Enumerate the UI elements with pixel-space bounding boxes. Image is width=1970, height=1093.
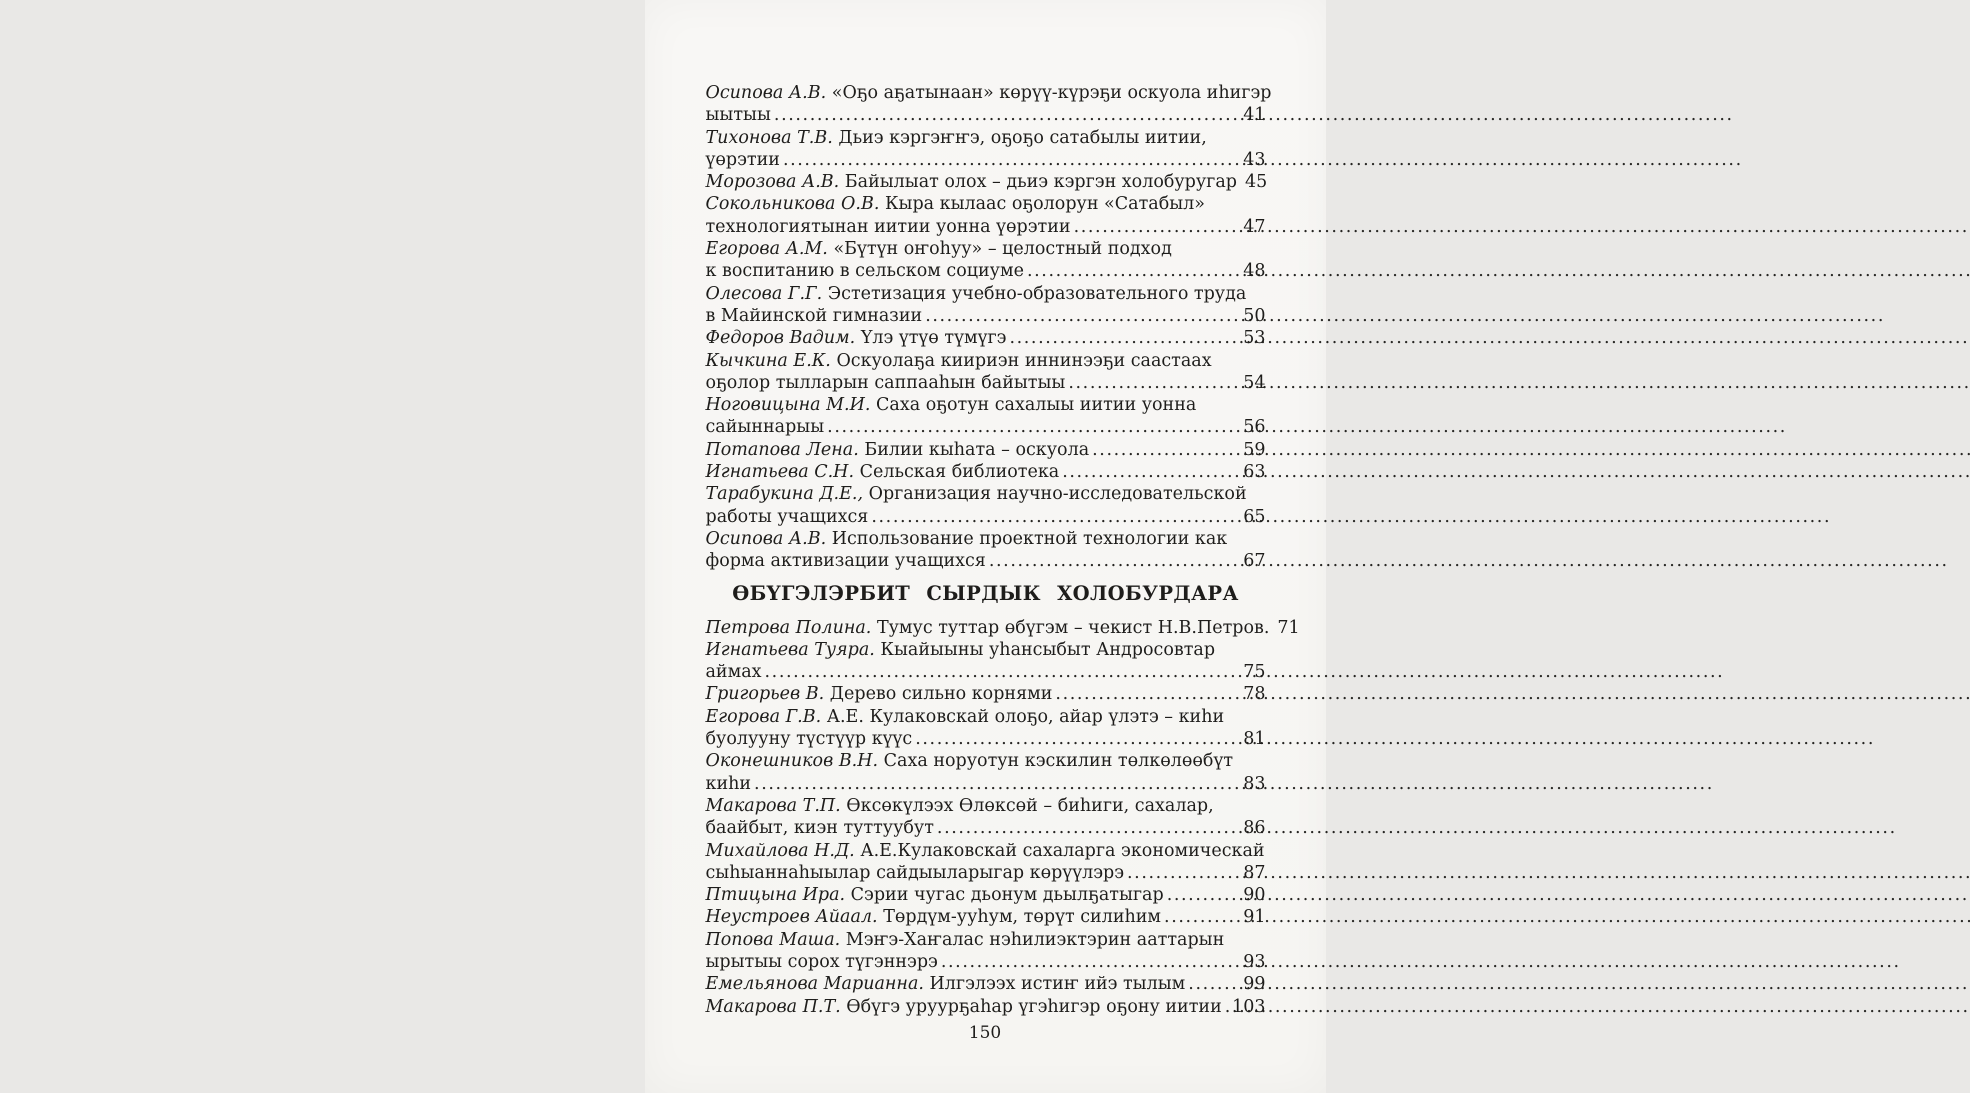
toc-entry-page: 65: [1243, 506, 1266, 527]
leader-dots: [1167, 884, 1239, 906]
toc-entry-author: Игнатьева С.Н.: [705, 462, 855, 483]
leader-dots: [1009, 327, 1238, 349]
leader-dots: [1127, 862, 1238, 884]
toc-entry-author: Тихонова Т.В.: [705, 127, 833, 148]
toc-entry-title: в Майинской гимназии: [705, 305, 923, 326]
toc-entry-author: Потапова Лена.: [705, 439, 859, 460]
toc-entry-line: [706, 973, 1266, 995]
toc-entry-author: Григорьев В.: [705, 684, 825, 705]
toc-entry-author: Неустроев Айаал.: [705, 907, 878, 928]
leader-dots: [1164, 906, 1238, 928]
leader-dots: [1027, 260, 1238, 282]
toc-entry-title: оҕолор тылларын саппааһын байытыы: [705, 372, 1066, 393]
toc-entry: [705, 82, 1272, 127]
toc-entry-title: Оскуолаҕа киириэн иннинээҕи саастаах: [836, 350, 1212, 371]
toc-entry-text: [706, 640, 1216, 660]
toc-entry-text: [706, 930, 1225, 950]
toc-entry-text: [706, 617, 1270, 639]
toc-entry: [706, 795, 1266, 840]
toc-entry-page: 56: [1243, 417, 1266, 438]
toc-entry: [706, 840, 1266, 885]
toc-entry-title: технологиятынан иитии уонна үөрэтии: [705, 216, 1071, 237]
toc-entry-line: [706, 104, 1266, 126]
toc-entry-title: Кыра кылаас оҕолорун «Сатабыл»: [884, 194, 1205, 215]
toc-entry-title: Использование проектной технологии как: [831, 528, 1228, 549]
toc-entry-line: [706, 728, 1266, 750]
toc-entry-text: [706, 284, 1247, 304]
toc-entry-title: работы учащихся: [705, 506, 869, 527]
toc-entry-author: Игнатьева Туяра.: [705, 639, 875, 660]
toc-entry-line: [706, 862, 1266, 884]
toc-entry-text: [706, 707, 1225, 727]
toc-entry-author: Михайлова Н.Д.: [705, 840, 855, 861]
toc-entry-page: 50: [1243, 305, 1266, 326]
book-page: [645, 0, 1326, 1093]
toc-entry-line: [706, 906, 1266, 928]
leader-dots: [1092, 439, 1238, 461]
toc-entry-line: [706, 884, 1266, 906]
toc-entry-title: «Оҕо аҕатынаан» көрүү-күрэҕи оскуола иһигэр: [831, 83, 1272, 103]
toc-entry-author: Олесова Г.Г.: [705, 283, 823, 304]
toc-entry-text: [706, 951, 938, 973]
toc-entry: [706, 193, 1266, 238]
toc-entry-text: [706, 104, 771, 126]
toc-entry: [706, 283, 1266, 328]
toc-entry-title: Өксөкүлээх Өлөксөй – биһиги, сахалар,: [846, 795, 1214, 816]
toc-entry-line: [706, 661, 1266, 683]
toc-entry-text: [706, 149, 780, 171]
toc-entry-title: ырытыы сорох түгэннэрэ: [705, 951, 938, 972]
toc-entry-line: [706, 461, 1266, 483]
toc-entry-title: Дерево сильно корнями: [829, 684, 1053, 705]
toc-entry-line: [706, 127, 1266, 149]
toc-entry-title: Сельская библиотека: [859, 462, 1060, 483]
toc-entry-title: Үлэ үтүө түмүгэ: [860, 328, 1007, 349]
toc-entry-page: 45: [1245, 172, 1268, 193]
toc-entry-text: [706, 351, 1212, 371]
toc-entry-author: Осипова А.В.: [705, 528, 827, 549]
toc-entry-text: [706, 862, 1125, 884]
toc-entry-title: «Бүтүн оҥоһуу» – целостный подход: [833, 239, 1172, 260]
toc-entry-text: [706, 996, 1222, 1018]
toc-entry-title: баайбыт, киэн туттуубут: [705, 818, 934, 839]
toc-entry-line: [706, 372, 1266, 394]
toc-entry-text: [706, 128, 1207, 148]
toc-entry-text: [706, 884, 1164, 906]
toc-entry-page: 103: [1232, 996, 1266, 1017]
toc-entry-text: [706, 529, 1228, 549]
toc-entry-line: [706, 327, 1266, 349]
toc-entry-page: 93: [1243, 951, 1266, 972]
toc-entry-line: [706, 171, 1266, 193]
toc-entry-page: 86: [1243, 818, 1266, 839]
toc-entry-line: [706, 260, 1266, 282]
toc-entry-line: [706, 483, 1266, 505]
toc-entry-author: Петрова Полина.: [705, 617, 872, 638]
toc-entry: [706, 929, 1266, 974]
toc-entry-text: [706, 216, 1071, 238]
toc-entry-page: 53: [1243, 328, 1266, 349]
toc-entry-author: Осипова А.В.: [705, 83, 827, 103]
toc-entry: [706, 327, 1266, 349]
leader-dots: [941, 951, 1238, 973]
toc-entry-text: [706, 550, 986, 572]
toc-entry-title: Сэрии чугас дьонум дьылҕатыгар: [850, 885, 1164, 906]
toc-entry-page: 90: [1243, 885, 1266, 906]
toc-entry-line: [706, 216, 1266, 238]
toc-entry-line: [706, 193, 1266, 215]
toc-entry-line: [706, 506, 1266, 528]
toc-entry-title: А.Е.Кулаковскай сахаларга экономическай: [860, 840, 1265, 861]
toc-entry-line: [705, 82, 1272, 104]
section-heading: ӨБҮГЭЛЭРБИТ СЫРДЫК ХОЛОБУРДАРА: [732, 581, 1239, 605]
toc-entry-author: Емельянова Марианна.: [705, 974, 924, 995]
toc-entry-text: [706, 751, 1234, 771]
leader-dots: [1068, 372, 1238, 394]
toc-entry-text: [706, 728, 913, 750]
toc-entry-line: [706, 149, 1266, 171]
toc-entry-line: [706, 840, 1266, 862]
toc-entry-page: 99: [1243, 974, 1266, 995]
toc-entry-title: Өбүгэ уруурҕаһар үгэһигэр оҕону иитии: [846, 996, 1222, 1017]
toc-entry-title: Байылыат олох – дьиэ кэргэн холобуругар: [844, 172, 1237, 193]
toc-entry-page: 75: [1243, 662, 1266, 683]
page-number: 150: [968, 1023, 1002, 1043]
toc-entry-text: [706, 171, 1238, 193]
toc-entry-title: Дьиэ кэргэҥҥэ, оҕоҕо сатабылы иитии,: [838, 127, 1207, 148]
toc-entry-author: Морозова А.В.: [705, 172, 840, 193]
toc-entry-text: [706, 194, 1205, 214]
toc-entry-line: [706, 929, 1266, 951]
leader-dots: [925, 305, 1238, 327]
toc-entry-title: А.Е. Кулаковскай олоҕо, айар үлэтэ – киһи: [826, 706, 1225, 727]
toc-entry-title: ыытыы: [705, 105, 771, 126]
toc-entry-text: [706, 796, 1214, 816]
toc-entry-author: Егорова А.М.: [705, 239, 828, 260]
toc-entry-text: [706, 841, 1265, 861]
toc-entry-text: [706, 260, 1024, 282]
toc-entry-title: буолууну түстүүр күүс: [705, 729, 913, 750]
toc-entry-text: [706, 506, 869, 528]
toc-entry: [706, 996, 1266, 1018]
toc-entry-line: [706, 750, 1266, 772]
toc-entry-page: 81: [1243, 729, 1266, 750]
toc-entry-author: Кычкина Е.К.: [705, 350, 831, 371]
toc-entry: [706, 461, 1266, 483]
toc-entry-page: 87: [1243, 862, 1266, 883]
toc-entry: [706, 394, 1266, 439]
toc-entry-line: [706, 528, 1266, 550]
toc-entry-title: Саха норуотун кэскилин төлкөлөөбүт: [883, 751, 1234, 772]
toc-entry-text: [706, 305, 923, 327]
toc-entry-page: 48: [1243, 261, 1266, 282]
toc-entry-text: [706, 239, 1172, 259]
toc-entry-title: Илгэлээх истиҥ ийэ тылым: [929, 974, 1186, 995]
toc-entry-line: [706, 550, 1266, 572]
toc-entry-text: [706, 395, 1197, 415]
leader-dots: [754, 773, 1238, 795]
toc-entry-page: 63: [1243, 462, 1266, 483]
toc-entry: [706, 171, 1266, 193]
toc-entry-author: Сокольникова О.В.: [705, 194, 880, 215]
toc-entry-line: [706, 416, 1266, 438]
leader-dots: [989, 550, 1238, 572]
toc-entry-text: [706, 416, 825, 438]
toc-entry-page: 67: [1243, 551, 1266, 572]
toc-entry-line: [706, 305, 1266, 327]
toc-entry-line: [706, 639, 1266, 661]
toc-entry-line: [706, 394, 1266, 416]
toc-entry-page: 91: [1243, 907, 1266, 928]
table-of-contents: [705, 82, 1300, 1018]
toc-entry-page: 41: [1243, 105, 1266, 126]
toc-entry: [706, 528, 1266, 573]
toc-entry-author: Егорова Г.В.: [705, 706, 822, 727]
toc-entry-author: Ноговицына М.И.: [705, 395, 871, 416]
toc-entry-title: Организация научно-исследовательской: [868, 484, 1247, 505]
leader-dots: [774, 104, 1238, 126]
toc-entry-text: [706, 683, 1053, 705]
leader-dots: [937, 817, 1238, 839]
toc-entry-line: [706, 706, 1266, 728]
leader-dots: [1188, 973, 1238, 995]
leader-dots: [1062, 461, 1238, 483]
toc-entry-title: Саха оҕотун сахалыы иитии уонна: [876, 395, 1197, 416]
toc-entry-page: 43: [1243, 149, 1266, 170]
toc-entry-title: Төрдүм-ууһум, төрүт силиһим: [883, 907, 1162, 928]
toc-entry-text: [706, 439, 1090, 461]
toc-entry-line: [706, 795, 1266, 817]
toc-entry: [705, 617, 1300, 639]
toc-entry-text: [706, 973, 1186, 995]
toc-entry-author: Федоров Вадим.: [705, 328, 856, 349]
toc-entry: [706, 439, 1266, 461]
toc-entry: [706, 350, 1266, 395]
toc-entry-title: форма активизации учащихся: [705, 551, 986, 572]
toc-entry: [706, 884, 1266, 906]
toc-entry-author: Тарабукина Д.Е.,: [705, 484, 864, 505]
toc-entry-text: [706, 83, 1272, 103]
toc-entry-title: Билии кыһата – оскуола: [864, 439, 1090, 460]
leader-dots: [1055, 683, 1238, 705]
toc-entry-text: [706, 906, 1162, 928]
toc-entry-line: [706, 773, 1266, 795]
toc-entry-page: 71: [1277, 617, 1300, 638]
toc-entry-title: Мэҥэ-Хаҥалас нэһилиэктэрин ааттарын: [845, 929, 1225, 950]
toc-entry-line: [706, 817, 1266, 839]
toc-entry-text: [706, 372, 1066, 394]
toc-entry-page: 78: [1243, 684, 1266, 705]
toc-entry-author: Макарова П.Т.: [705, 996, 841, 1017]
toc-entry: [706, 750, 1266, 795]
toc-entry: [706, 706, 1266, 751]
toc-entry-line: [705, 617, 1300, 639]
toc-entry-page: 83: [1243, 773, 1266, 794]
toc-entry-page: 59: [1243, 439, 1266, 460]
toc-entry: [706, 238, 1266, 283]
toc-entry-line: [706, 439, 1266, 461]
toc-entry-line: [706, 238, 1266, 260]
toc-entry-author: Макарова Т.П.: [705, 795, 841, 816]
toc-entry-title: к воспитанию в сельском социуме: [705, 261, 1024, 282]
leader-dots: [1074, 216, 1239, 238]
toc-entry-text: [706, 327, 1007, 349]
toc-entry: [706, 906, 1266, 928]
toc-entry-page: 47: [1243, 216, 1266, 237]
toc-entry: [706, 639, 1266, 684]
leader-dots: [915, 728, 1238, 750]
toc-entry-author: Оконешников В.Н.: [705, 751, 879, 772]
toc-entry: [706, 483, 1266, 528]
toc-entry-title: Эстетизация учебно-образовательного труда: [827, 283, 1247, 304]
toc-entry-line: [706, 951, 1266, 973]
toc-entry-line: [706, 283, 1266, 305]
toc-entry-title: Тумус туттар өбүгэм – чекист Н.В.Петров.: [876, 617, 1270, 638]
toc-entry-title: сыһыаннаһыылар сайдыыларыгар көрүүлэрэ: [705, 862, 1125, 883]
toc-entry-title: сайыннарыы: [705, 417, 825, 438]
leader-dots: [871, 506, 1238, 528]
toc-entry-line: [706, 683, 1266, 705]
toc-entry-line: [706, 996, 1266, 1018]
toc-entry-page: 54: [1243, 372, 1266, 393]
toc-entry-title: аймах: [705, 662, 762, 683]
toc-entry-line: [706, 350, 1266, 372]
toc-entry: [706, 973, 1266, 995]
toc-entry-text: [706, 484, 1247, 504]
toc-entry: [706, 683, 1266, 705]
leader-dots: [827, 416, 1238, 438]
toc-entry-author: Попова Маша.: [705, 929, 841, 950]
toc-entry-title: киһи: [705, 773, 752, 794]
toc-entry: [706, 127, 1266, 172]
leader-dots: [765, 661, 1239, 683]
leader-dots: [783, 149, 1238, 171]
toc-entry-title: үөрэтии: [705, 149, 780, 170]
toc-entry-text: [706, 461, 1060, 483]
toc-entry-title: Кыайыыны уһансыбыт Андросовтар: [880, 639, 1216, 660]
toc-entry-author: Птицына Ира.: [705, 885, 846, 906]
toc-entry-text: [706, 817, 934, 839]
toc-entry-text: [706, 773, 752, 795]
toc-entry-text: [706, 661, 762, 683]
